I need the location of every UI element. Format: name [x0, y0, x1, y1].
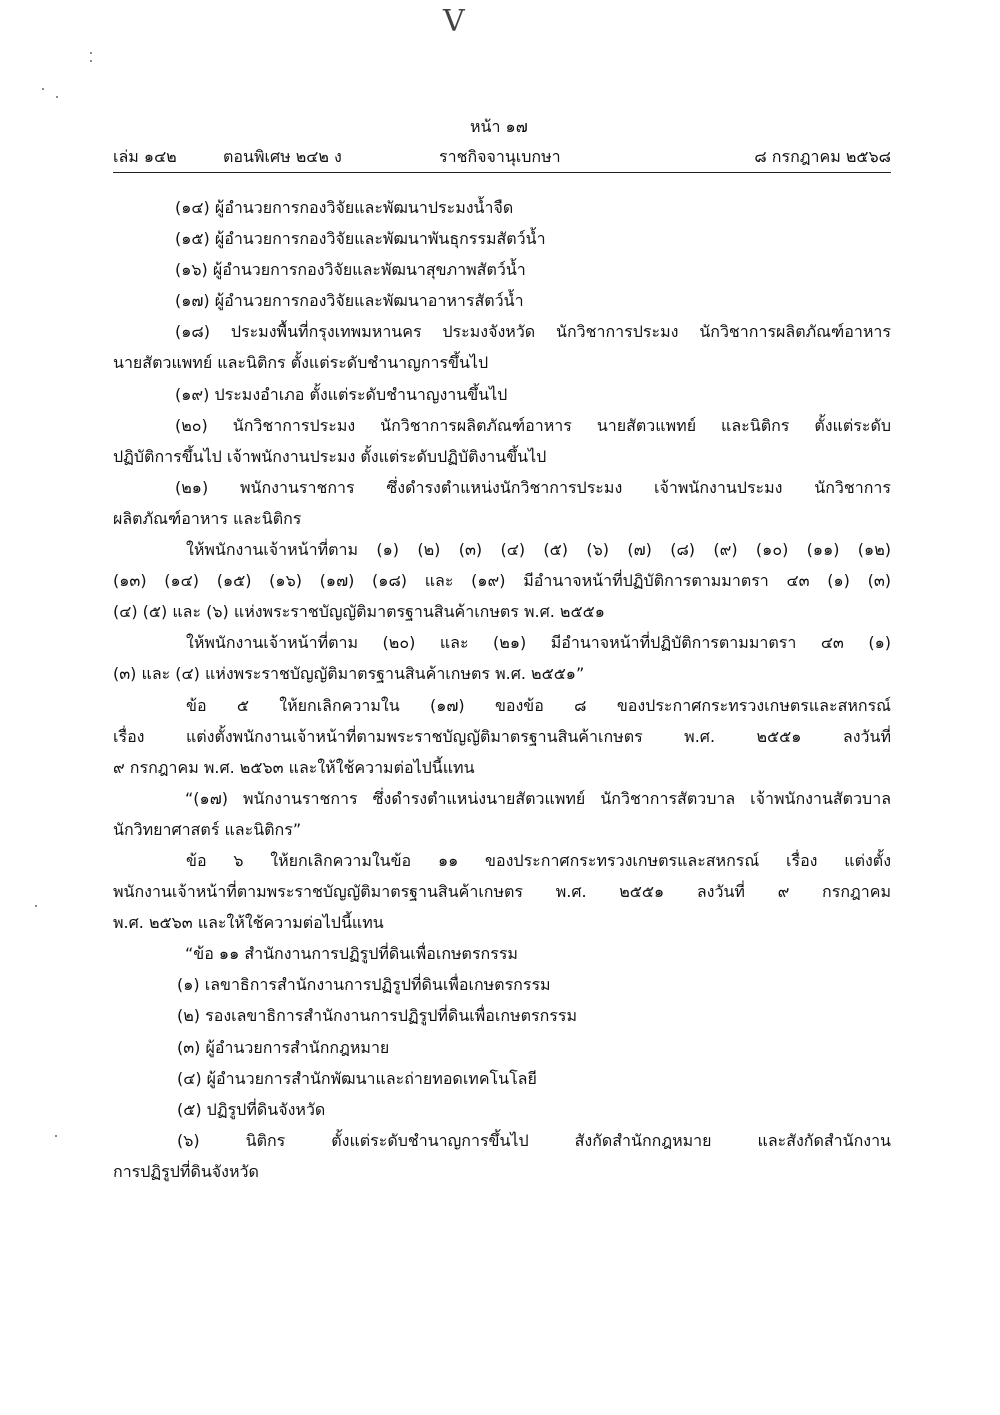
text-line: ให้พนักงานเจ้าหน้าที่ตาม (๑) (๒) (๓) (๔) (๕) (๖) (๗) (๘) (๙) (๑๐) (๑๑) (๑๒): [186, 540, 891, 560]
text-line: นายสัตวแพทย์ และนิติกร ตั้งแต่ระดับชำนาญการขึ้นไป: [113, 353, 489, 373]
text-line: พนักงานเจ้าหน้าที่ตามพระราชบัญญัติมาตรฐานสินค้าเกษตร พ.ศ. ๒๕๕๑ ลงวันที่ ๙ กรกฎาคม: [113, 882, 891, 902]
scan-speck: [35, 905, 37, 907]
text-line: (๖) นิติกร ตั้งแต่ระดับชำนาญการขึ้นไป สังกัดสำนักกฎหมาย และสังกัดสำนักงาน: [177, 1130, 891, 1150]
text-line: เรื่อง แต่งตั้งพนักงานเจ้าหน้าที่ตามพระราชบัญญัติมาตรฐานสินค้าเกษตร พ.ศ. ๒๕๕๑ ลงวันที่: [113, 726, 891, 746]
scan-speck: [42, 88, 44, 90]
publication-date: ๘ กรกฎาคม ๒๕๖๘: [754, 147, 891, 166]
text-line: ๙ กรกฎาคม พ.ศ. ๒๕๖๓ และให้ใช้ความต่อไปนี้แทน: [113, 757, 475, 777]
text-line: ผลิตภัณฑ์อาหาร และนิติกร: [113, 508, 302, 528]
text-line: (๑๙) ประมงอำเภอ ตั้งแต่ระดับชำนาญงานขึ้นไป: [175, 384, 508, 404]
gazette-header: [113, 145, 891, 171]
text-line: ข้อ ๖ ให้ยกเลิกความในข้อ ๑๑ ของประกาศกระทรวงเกษตรและสหกรณ์ เรื่อง แต่งตั้ง: [186, 850, 891, 870]
text-line: (๑๔) ผู้อำนวยการกองวิจัยและพัฒนาประมงน้ำจืด: [175, 198, 514, 217]
scan-speck: [90, 52, 92, 54]
scan-speck: [56, 96, 58, 98]
text-line: “(๑๗) พนักงานราชการ ซึ่งดำรงตำแหน่งนายสัตวแพทย์ นักวิชาการสัตวบาล เจ้าพนักงานสัตวบาล: [185, 788, 891, 808]
text-line: (๑๓) (๑๔) (๑๕) (๑๖) (๑๗) (๑๘) และ (๑๙) มีอำนาจหน้าที่ปฏิบัติการตามมาตรา ๔๓ (๑) (๓): [113, 571, 891, 591]
handwritten-mark: V: [443, 4, 465, 39]
text-line: (๒) รองเลขาธิการสำนักงานการปฏิรูปที่ดินเพื่อเกษตรกรรม: [177, 1006, 577, 1026]
text-line: (๑๗) ผู้อำนวยการกองวิจัยและพัฒนาอาหารสัตว์น้ำ: [175, 291, 524, 311]
text-line: (๒๑) พนักงานราชการ ซึ่งดำรงตำแหน่งนักวิชาการประมง เจ้าพนักงานประมง นักวิชาการ: [175, 477, 891, 497]
document-body: [113, 192, 891, 1187]
publication-title: ราชกิจจานุเบกษา: [439, 147, 561, 166]
text-line: การปฏิรูปที่ดินจังหวัด: [113, 1161, 259, 1181]
text-line: (๔) (๕) และ (๖) แห่งพระราชบัญญัติมาตรฐานสินค้าเกษตร พ.ศ. ๒๕๕๑: [113, 602, 605, 622]
text-line: (๑๘) ประมงพื้นที่กรุงเทพมหานคร ประมงจังหวัด นักวิชาการประมง นักวิชาการผลิตภัณฑ์อาหาร: [175, 322, 891, 342]
text-line: “ข้อ ๑๑ สำนักงานการปฏิรูปที่ดินเพื่อเกษตรกรรม: [185, 944, 518, 964]
scan-speck: [90, 60, 92, 62]
text-line: (๓) และ (๔) แห่งพระราชบัญญัติมาตรฐานสินค้าเกษตร พ.ศ. ๒๕๕๑”: [113, 664, 585, 684]
text-line: ข้อ ๕ ให้ยกเลิกความใน (๑๗) ของข้อ ๘ ของประกาศกระทรวงเกษตรและสหกรณ์: [186, 695, 891, 715]
scan-speck: [55, 1135, 57, 1137]
text-line: (๓) ผู้อำนวยการสำนักกฎหมาย: [177, 1037, 390, 1057]
text-line: (๕) ปฏิรูปที่ดินจังหวัด: [177, 1099, 326, 1119]
text-line: (๒๐) นักวิชาการประมง นักวิชาการผลิตภัณฑ์อาหาร นายสัตวแพทย์ และนิติกร ตั้งแต่ระดับ: [175, 415, 891, 435]
text-line: (๑๕) ผู้อำนวยการกองวิจัยและพัฒนาพันธุกรรมสัตว์น้ำ: [175, 229, 546, 249]
header-divider: [113, 172, 891, 173]
text-line: ปฏิบัติการขึ้นไป เจ้าพนักงานประมง ตั้งแต่ระดับปฏิบัติงานขึ้นไป: [113, 446, 547, 466]
section-label: ตอนพิเศษ ๒๔๒ ง: [223, 147, 342, 166]
text-line: (๑๖) ผู้อำนวยการกองวิจัยและพัฒนาสุขภาพสัตว์น้ำ: [175, 260, 526, 280]
text-line: (๑) เลขาธิการสำนักงานการปฏิรูปที่ดินเพื่อเกษตรกรรม: [177, 975, 551, 995]
text-line: พ.ศ. ๒๕๖๓ และให้ใช้ความต่อไปนี้แทน: [113, 913, 384, 933]
text-line: ให้พนักงานเจ้าหน้าที่ตาม (๒๐) และ (๒๑) มีอำนาจหน้าที่ปฏิบัติการตามมาตรา ๔๓ (๑): [186, 633, 891, 653]
page-number: หน้า ๑๗: [470, 117, 528, 136]
text-line: นักวิทยาศาสตร์ และนิติกร”: [113, 819, 302, 839]
volume-label: เล่ม ๑๔๒: [113, 147, 177, 166]
text-line: (๔) ผู้อำนวยการสำนักพัฒนาและถ่ายทอดเทคโนโลยี: [177, 1068, 537, 1088]
